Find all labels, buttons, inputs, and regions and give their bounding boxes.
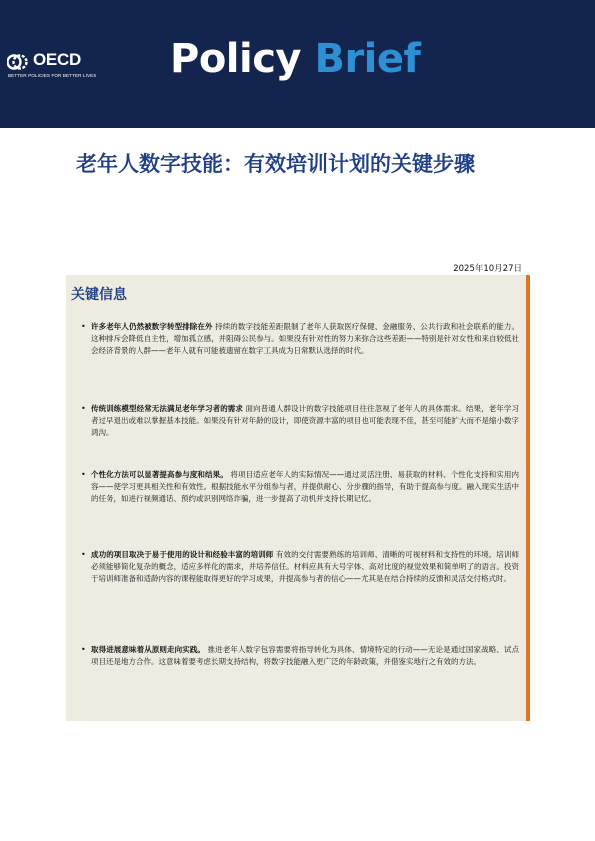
key-message-item	[81, 549, 519, 585]
key-messages-heading: 关键信息	[71, 287, 127, 303]
key-message-item	[81, 644, 520, 668]
key-message-item	[81, 403, 520, 439]
key-message-body: 推进老年人数字包容需要将指导转化为具体、情境特定的行动——无论是通过国家战略、试点项目还是地方合作。这意味着要考虑长期支持结构，将数字技能融入更广泛的年龄政策，并借鉴实地行之有效的方法。	[91, 645, 520, 666]
brand-word-policy: Policy	[170, 36, 302, 82]
key-message-body: 将项目适应老年人的实际情况——通过灵活注册、易获取的材料、个性化支持和实用内容——使学习更具相关性和有效性。根据技能水平分组参与者，并提供耐心、分步骤的指导，有助于提高参与度。融入现实生活中的任务，如进行视频通话、预约或识别网络诈骗，进一步提高了动机并支持长期记忆。	[91, 470, 520, 503]
bullet-icon: •	[81, 470, 86, 479]
panel-accent-bar	[526, 275, 530, 721]
key-message-body: 面向普通人群设计的数字技能项目往往忽视了老年人的具体需求。结果，老年学习者过早退出或难以掌握基本技能。如果没有针对年龄的设计，即使资源丰富的项目也可能表现不佳，甚至可能扩大而不是缩小数字鸿沟。	[91, 404, 520, 437]
key-message-item	[81, 469, 520, 505]
key-message-lead: 成功的项目取决于易于使用的设计和经验丰富的培训师	[91, 550, 274, 559]
key-message-body: 有效的交付需要熟练的培训师、清晰的可视材料和支持性的环境。培训师必须能够简化复杂的概念，适应多样化的需求，并培养信任。材料应具有大号字体、高对比度的视觉效果和简单明了的语言。投资于培训师准备和适龄内容的课程能取得更好的学习成果，并提高参与者的信心——尤其是在结合持续的反馈和灵活交付格式时。	[91, 550, 519, 583]
bullet-icon: •	[81, 322, 86, 331]
brand-word-brief: Brief	[314, 36, 421, 82]
logo-text: OECD	[33, 50, 81, 69]
oecd-logo-icon	[7, 52, 29, 72]
key-message-body: 持续的数字技能差距限制了老年人获取医疗保健、金融服务、公共行政和社会联系的能力。这种排斥会降低自主性，增加孤立感，并阻碍公民参与。如果没有针对性的努力来弥合这些差距——特别是针对女性和来自较低社会经济背景的人群——老年人就有可能被遗留在数字工具成为日常默认选择的时代。	[91, 322, 519, 355]
key-message-lead: 许多老年人仍然被数字转型排除在外	[91, 322, 213, 331]
brand-title	[170, 36, 420, 82]
key-message-item	[81, 321, 519, 357]
key-message-lead: 传统训练模型经常无法满足老年学习者的需求	[91, 404, 244, 413]
key-message-lead: 取得进展意味着从原则走向实践。	[91, 645, 206, 654]
logo-tagline: BETTER POLICIES FOR BETTER LIVES	[8, 73, 97, 78]
header-banner	[0, 0, 595, 128]
document-title: 老年人数字技能：有效培训计划的关键步骤	[76, 152, 475, 176]
bullet-icon: •	[81, 404, 86, 413]
bullet-icon: •	[81, 645, 86, 654]
publication-date: 2025年10月27日	[453, 264, 522, 274]
key-message-lead: 个性化方法可以显著提高参与度和结果。	[91, 470, 228, 479]
bullet-icon: •	[81, 550, 86, 559]
